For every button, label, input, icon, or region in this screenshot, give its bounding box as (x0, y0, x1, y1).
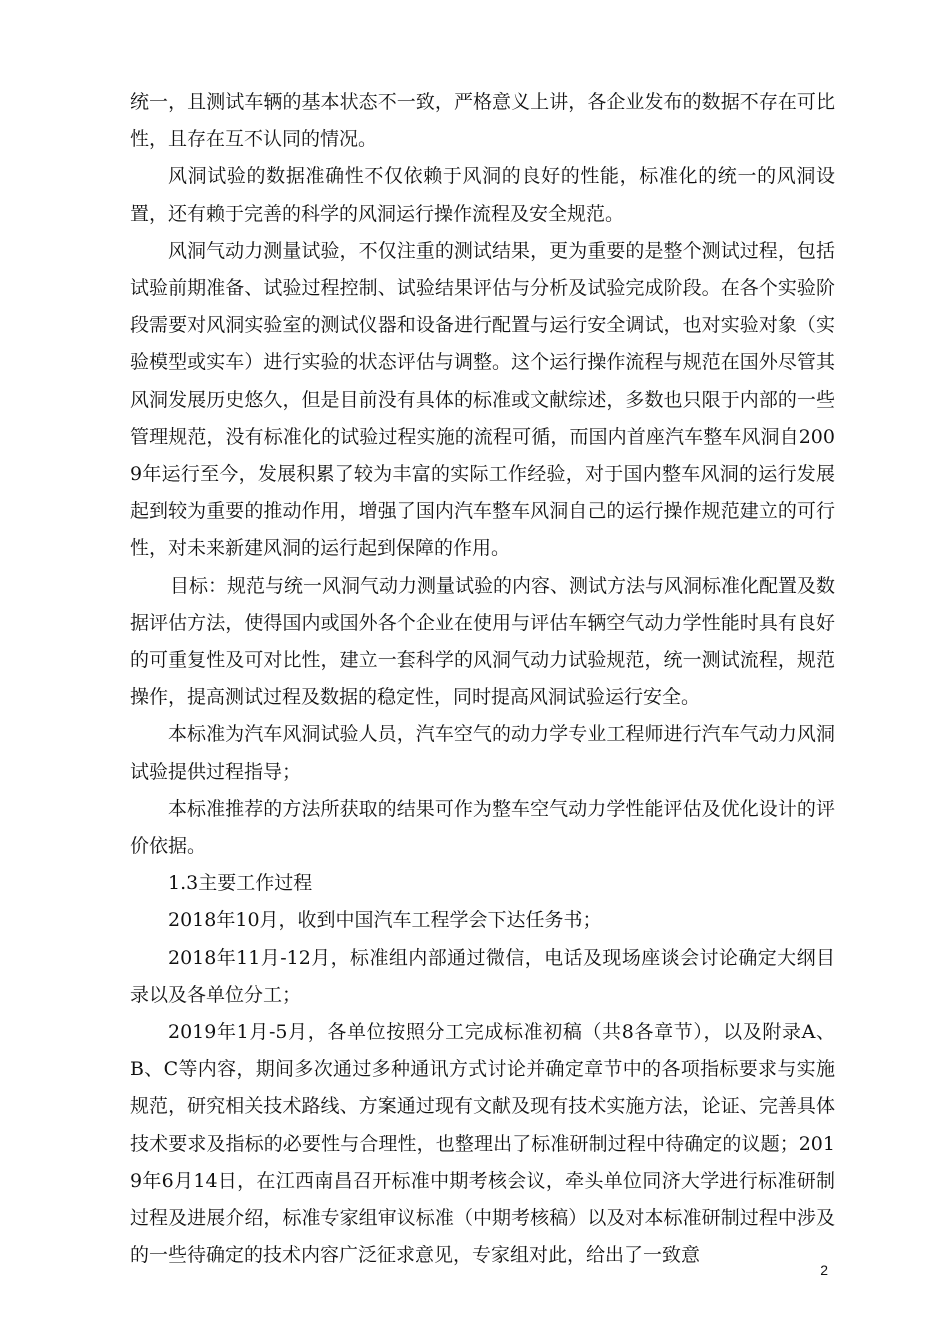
paragraph-outline-discussion: 2018年11月-12月，标准组内部通过微信，电话及现场座谈会讨论确定大纲目录以及各单位分工； (130, 946, 835, 1006)
paragraph-test-process: 风洞气动力测量试验，不仅注重的测试结果，更为重要的是整个测试过程，包括试验前期准备、试验过程控制、试验结果评估与分析及试验完成阶段。在各个实验阶段需要对风洞实验室的测试仪器和设备进行配置与运行安全调试，也对实验对象（实验模型或实车）进行实验的状态评估与调整。这个运行操作流程与规范在国外尽管其风洞发展历史悠久，但是目前没有具体的标准或文献综述，多数也只限于内部的一些管理规范，没有标准化的试验过程实施的流程可循，而国内首座汽车整车风洞自2009年运行至今，发展积累了较为丰富的实际工作经验，对于国内整车风洞的运行发展起到较为重要的推动作用，增强了国内汽车整车风洞自己的运行操作规范建立的可行性，对未来新建风洞的运行起到保障的作用。 (130, 239, 835, 560)
paragraph-task-received: 2018年10月，收到中国汽车工程学会下达任务书； (168, 909, 602, 932)
paragraph-draft-review: 2019年1月-5月，各单位按照分工完成标准初稿（共8各章节），以及附录A、B、C等内容，期间多次通过多种通讯方式讨论并确定章节中的各项指标要求与实施规范，研究相关技术路线、方案通过现有文献及现有技术实施方法，论证、完善具体技术要求及指标的必要性与合理性，也整理出了标准研制过程中待确定的议题；2019年6月14日，在江西南昌召开标准中期考核会议，牵头单位同济大学进行标准研制过程及进展介绍，标准专家组审议标准（中期考核稿）以及对本标准研制过程中涉及的一些待确定的技术内容广泛征求意见，专家组对此，给出了一致意 (130, 1021, 835, 1267)
paragraph-guidance: 本标准为汽车风洞试验人员，汽车空气的动力学专业工程师进行汽车气动力风洞试验提供过程指导； (130, 723, 835, 783)
paragraph-comparability: 统一，且测试车辆的基本状态不一致，严格意义上讲，各企业发布的数据不存在可比性，且存在互不认同的情况。 (130, 91, 835, 151)
body-text (130, 84, 835, 1275)
section-heading-work-process: 1.3主要工作过程 (168, 872, 313, 895)
paragraph-accuracy: 风洞试验的数据准确性不仅依赖于风洞的良好的性能，标准化的统一的风洞设置，还有赖于完善的科学的风洞运行操作流程及安全规范。 (130, 165, 835, 225)
paragraph-objective: 目标：规范与统一风洞气动力测量试验的内容、测试方法与风洞标准化配置及数据评估方法，使得国内或国外各个企业在使用与评估车辆空气动力学性能时具有良好的可重复性及可对比性，建立一套科学的风洞气动力试验规范，统一测试流程，规范操作，提高测试过程及数据的稳定性，同时提高风洞试验运行安全。 (130, 574, 836, 709)
paragraph-evaluation-basis: 本标准推荐的方法所获取的结果可作为整车空气动力学性能评估及优化设计的评价依据。 (130, 797, 835, 858)
page-number: 2 (820, 1262, 828, 1278)
